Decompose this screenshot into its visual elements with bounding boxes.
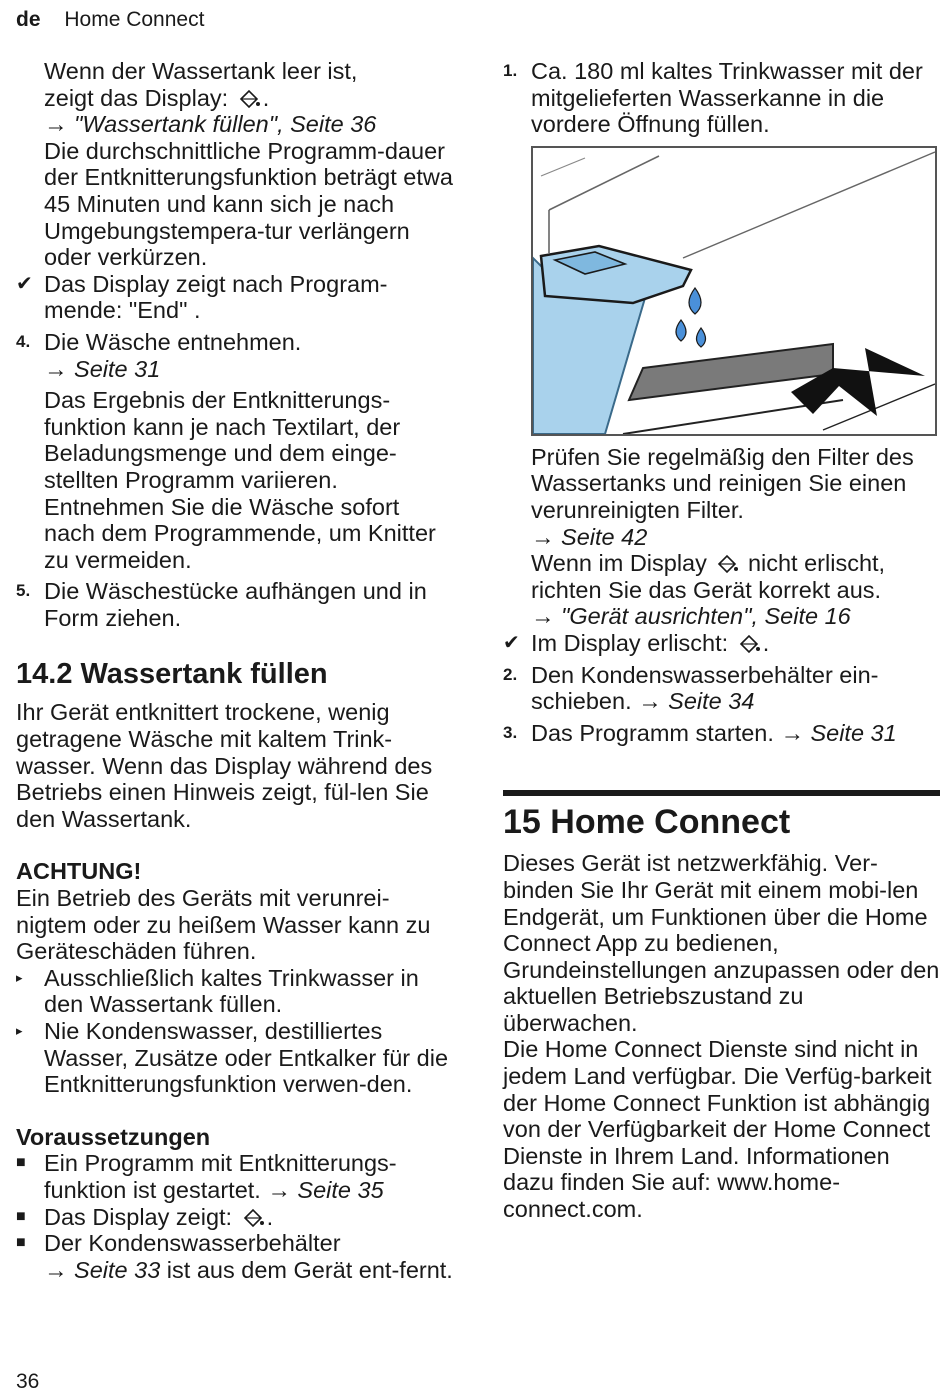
- fill-tank-illustration: [531, 146, 937, 436]
- prereq-3-line-a: Der Kondenswasserbehälter: [44, 1230, 341, 1257]
- step-4-number: 4.: [16, 331, 31, 351]
- ref-arrow-icon: →: [44, 1256, 68, 1283]
- align-link[interactable]: [531, 603, 940, 630]
- step-5-number: 5.: [16, 581, 31, 601]
- language-code: de: [16, 8, 41, 31]
- right-column: [503, 58, 940, 1223]
- prereq-1: [16, 1150, 456, 1203]
- intro-line-2-end: .: [262, 84, 270, 111]
- prereq-1-line: [44, 1150, 456, 1203]
- prereq-2-end: .: [266, 1203, 274, 1230]
- left-column: [16, 58, 456, 1283]
- result-text: Das Ergebnis der Entknitterungs-funktion kann je nach Textilart, der Beladungsmenge und dem einge-stellten Programm variieren. Entnehmen Sie die Wäsche sofort nach dem Programmende, um Knitter zu vermeiden.: [44, 387, 436, 573]
- intro-block: [16, 58, 456, 271]
- step-3-text: Das Programm starten.: [531, 719, 774, 746]
- step-4-link[interactable]: [44, 356, 456, 383]
- ref-arrow-icon: →: [44, 355, 68, 382]
- tank-link[interactable]: [44, 111, 456, 138]
- filter-ref[interactable]: Seite 42: [561, 523, 648, 550]
- check-icon: ✔: [503, 631, 520, 654]
- warning-title: ACHTUNG!: [16, 858, 142, 885]
- check-end-text: Das Display zeigt nach Program-mende: "End" .: [44, 270, 388, 324]
- duration-text: Die durchschnittliche Programm-dauer der Entknitterungsfunktion beträgt etwa 45 Minuten und kann sich je nach Umgebungstempera-tur verlängern oder verkürzen.: [44, 137, 453, 271]
- check-icon: ✔: [16, 272, 33, 295]
- step-2: [503, 662, 940, 715]
- step-3-number: 3.: [503, 722, 518, 742]
- prereq-2-line: [44, 1204, 456, 1231]
- step-4-text: Die Wäsche entnehmen.: [44, 328, 302, 355]
- step-3-line: [531, 720, 940, 747]
- ref-arrow-icon: →: [531, 603, 555, 630]
- display-note-pre: Wenn im Display: [531, 550, 707, 577]
- header-title: Home Connect: [64, 8, 205, 31]
- step-2-line: [531, 662, 940, 715]
- step-4: [16, 329, 456, 573]
- check-display-end: .: [762, 629, 770, 656]
- check-end-item: [16, 271, 456, 324]
- water-tank-icon: [735, 632, 763, 654]
- ref-arrow-icon: →: [267, 1176, 291, 1203]
- check-display-line: [531, 630, 940, 657]
- square-bullet-icon: ■: [16, 1234, 26, 1252]
- ref-arrow-icon: →: [44, 111, 68, 138]
- step-1: [503, 58, 940, 138]
- check-display-item: [503, 630, 940, 657]
- prereq-3-line-b: [44, 1257, 456, 1284]
- page-number: 36: [16, 1370, 40, 1393]
- align-ref[interactable]: "Gerät ausrichten", Seite 16: [561, 603, 851, 630]
- warning-bullet-1: [16, 965, 456, 1018]
- water-tank-icon: [235, 87, 263, 109]
- intro-line-2: [44, 85, 456, 112]
- square-bullet-icon: ■: [16, 1154, 26, 1172]
- step-1-number: 1.: [503, 61, 518, 80]
- ref-arrow-icon: →: [780, 719, 804, 746]
- warning-bullet-1-text: Ausschließlich kaltes Trinkwasser in den Wassertank füllen.: [44, 964, 419, 1018]
- prereq-2: [16, 1204, 456, 1231]
- intro-line-2-text: zeigt das Display:: [44, 84, 229, 111]
- prereq-1-text: Ein Programm mit Entknitterungs-funktion ist gestartet.: [44, 1150, 397, 1203]
- fill-tank-drawing: [533, 148, 935, 434]
- section-15-heading: 15 Home Connect: [503, 803, 791, 842]
- filter-text: Prüfen Sie regelmäßig den Filter des Wassertanks und reinigen Sie einen verunreinigten Filter.: [531, 443, 914, 523]
- step-2-ref[interactable]: Seite 34: [668, 688, 755, 715]
- step-3: [503, 720, 940, 747]
- tank-ref[interactable]: "Wassertank füllen", Seite 36: [74, 111, 377, 138]
- step-3-ref[interactable]: Seite 31: [810, 719, 897, 746]
- water-tank-icon: [239, 1206, 267, 1228]
- prereq-3: [16, 1230, 456, 1283]
- warning-text: Ein Betrieb des Geräts mit verunrei-nigtem oder zu heißem Wasser kann zu Geräteschäden führen.: [16, 885, 431, 965]
- triangle-bullet-icon: ▸: [16, 1023, 23, 1038]
- step-5: [16, 578, 456, 631]
- prereq-3-text: ist aus dem Gerät ent-fernt.: [166, 1256, 453, 1283]
- triangle-bullet-icon: ▸: [16, 969, 23, 985]
- prereq-3-ref[interactable]: Seite 33: [74, 1256, 161, 1283]
- prereq-title: Voraussetzungen: [16, 1123, 211, 1150]
- warning-bullet-2-text: Nie Kondenswasser, destilliertes Wasser, Zusätze oder Entkalker für die Entknitterungsfunktion verwen-den.: [44, 1018, 449, 1098]
- filter-link[interactable]: [531, 524, 940, 551]
- display-note: [531, 550, 940, 603]
- home-connect-para-1: Dieses Gerät ist netzwerkfähig. Ver-binden Sie Ihr Gerät mit einem mobi-len Endgerät, um Funktionen über die Home Connect App zu bedienen, Grundeinstellungen anzupassen oder den aktuellen Betriebszustand zu überwachen.: [503, 850, 940, 1036]
- warning-bullet-2: [16, 1018, 456, 1098]
- step-2-number: 2.: [503, 664, 518, 684]
- step-4-ref[interactable]: Seite 31: [74, 355, 161, 382]
- step-5-text: Die Wäschestücke aufhängen und in Form ziehen.: [44, 578, 427, 631]
- page-header: [16, 8, 204, 32]
- check-display-text: Im Display erlischt:: [531, 629, 729, 656]
- prereq-1-ref[interactable]: Seite 35: [297, 1176, 384, 1203]
- ref-arrow-icon: →: [531, 523, 555, 550]
- prereq-2-text: Das Display zeigt:: [44, 1203, 233, 1230]
- filter-note: [503, 444, 940, 630]
- section-14-2-intro: Ihr Gerät entknittert trockene, wenig getragene Wäsche mit kaltem Trink-wasser. Wenn das Display während des Betriebs einen Hinweis zeigt, fül-len Sie den Wassertank.: [16, 699, 433, 832]
- water-tank-icon: [713, 552, 741, 574]
- step-1-text: Ca. 180 ml kaltes Trinkwasser mit der mitgelieferten Wasserkanne in die vordere Öffnung füllen.: [531, 58, 923, 138]
- home-connect-para-2: Die Home Connect Dienste sind nicht in jedem Land verfügbar. Die Verfüg-barkeit der Home Connect Funktion ist abhängig von der Verfügbarkeit der Home Connect Dienste in Ihrem Land. Informationen dazu finden Sie auf: www.home-connect.com.: [503, 1036, 932, 1223]
- step-2-text: Den Kondenswasserbehälter ein-schieben.: [531, 661, 879, 715]
- display-note-post: nicht erlischt, richten Sie das Gerät korrekt aus.: [531, 550, 886, 603]
- intro-line-1: Wenn der Wassertank leer ist,: [44, 58, 358, 84]
- section-14-2-heading: 14.2 Wassertank füllen: [16, 658, 328, 691]
- square-bullet-icon: ■: [16, 1207, 26, 1225]
- ref-arrow-icon: →: [638, 688, 662, 715]
